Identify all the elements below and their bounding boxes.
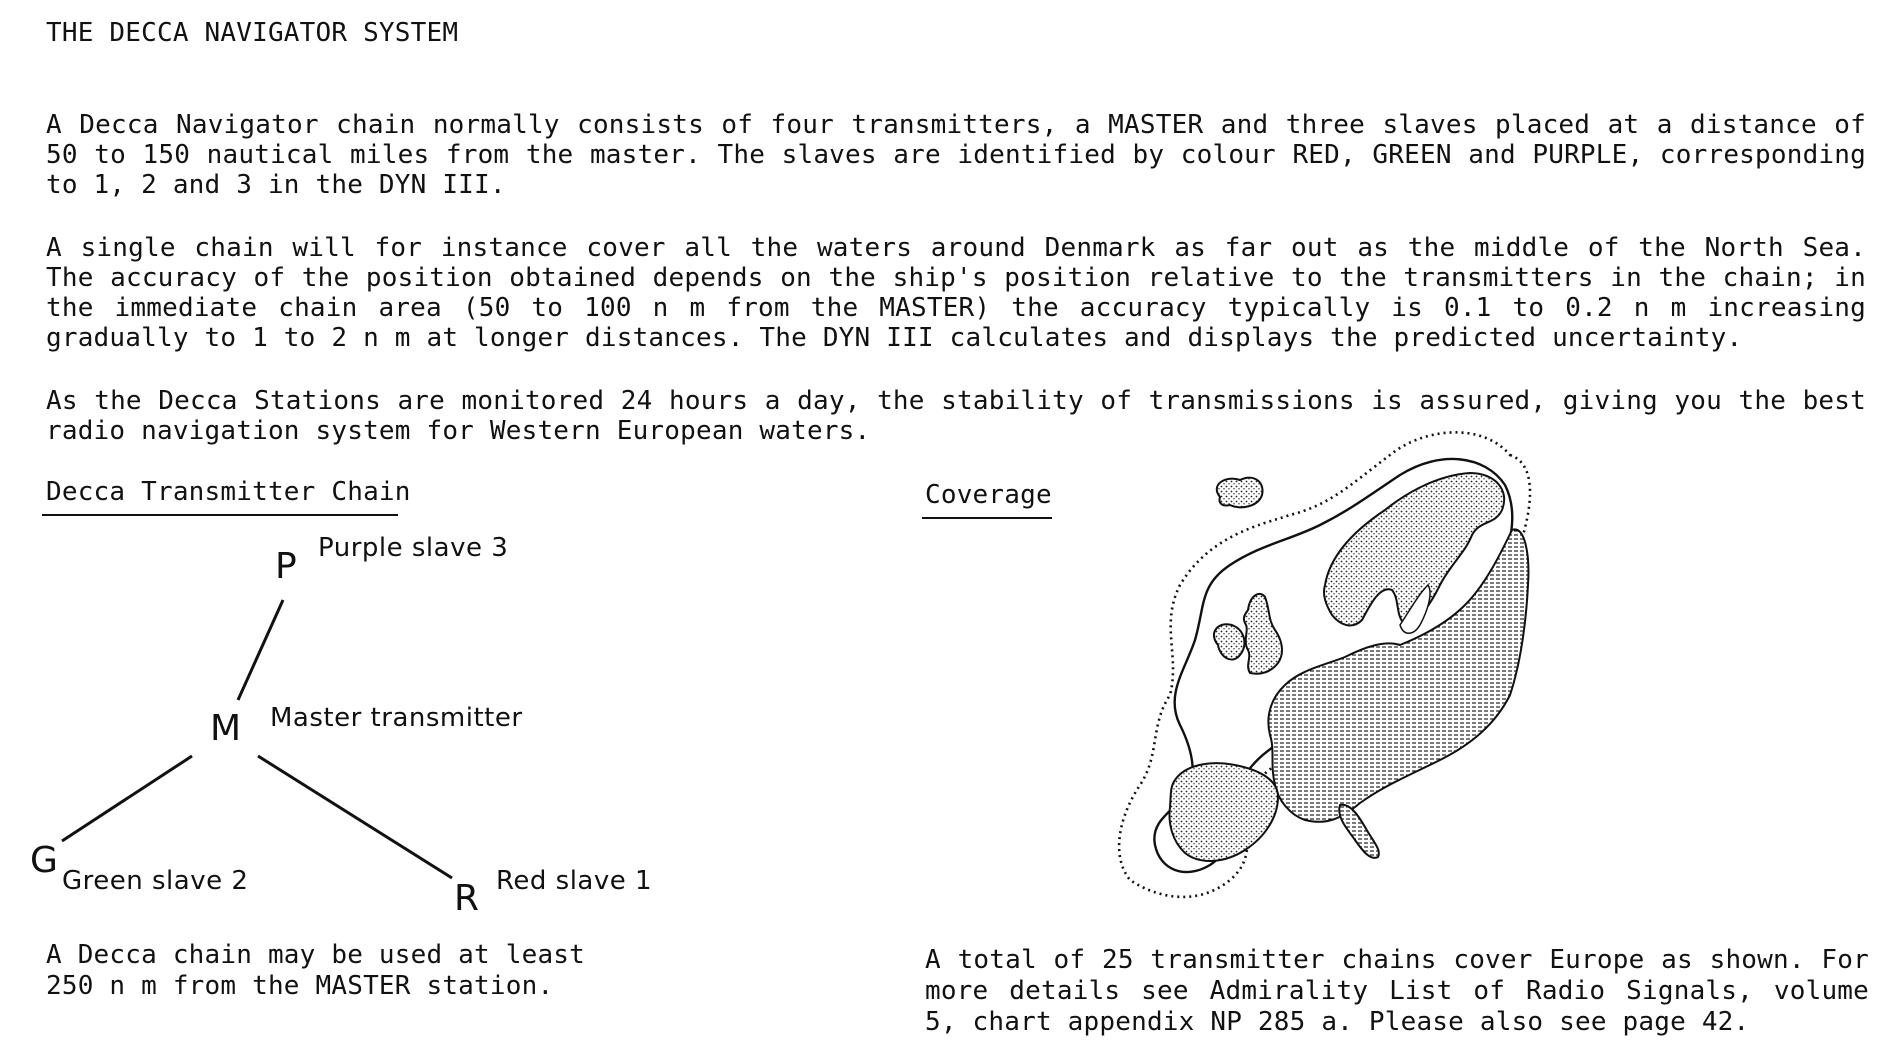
- master-purple-link: [238, 600, 283, 700]
- paragraph-chain-composition: A Decca Navigator chain normally consists of four transmitters, a MASTER and three slaves placed at a distance of 50 to 150 nautical miles from the master. The slaves are identified by colour RED, GREEN and PURPLE, corresponding to 1, 2 and 3 in the DYN III.: [46, 110, 1866, 200]
- coverage-chains-note: A total of 25 transmitter chains cover Europe as shown. For more details see Admirality List of Radio Signals, volume 5, chart appendix NP 285 a. Please also see page 42.: [925, 945, 1869, 1037]
- iceland-landmass: [1217, 478, 1263, 508]
- coverage-heading-underline: [922, 517, 1052, 519]
- italy-landmass: [1339, 805, 1379, 858]
- europe-coverage-map: [1100, 425, 1570, 925]
- red-node-label: Red slave 1: [496, 866, 653, 896]
- paragraph-accuracy: A single chain will for instance cover all the waters around Denmark as far out as the middle of the North Sea. The accuracy of the position obtained depends on the ship's position relative to the transmitters in the chain; in the immediate chain area (50 to 100 n m from the MASTER) the accuracy typically is 0.1 to 0.2 n m increasing gradually to 1 to 2 n m at longer distances. The DYN III calculates and displays the predicted uncertainty.: [46, 233, 1866, 353]
- coverage-section-heading: Coverage: [925, 480, 1052, 510]
- master-red-link: [258, 756, 452, 878]
- purple-node-letter: P: [275, 546, 297, 587]
- green-node-label: Green slave 2: [62, 866, 249, 896]
- purple-node-label: Purple slave 3: [318, 533, 509, 563]
- chain-section-heading: Decca Transmitter Chain: [46, 477, 411, 507]
- chain-range-note: A Decca chain may be used at least 250 n m from the MASTER station.: [46, 940, 586, 1001]
- master-node-label: Master transmitter: [270, 703, 523, 733]
- document-title: THE DECCA NAVIGATOR SYSTEM: [46, 18, 459, 48]
- green-node-letter: G: [30, 840, 58, 881]
- master-green-link: [62, 756, 192, 841]
- master-node-letter: M: [210, 708, 242, 749]
- paragraph-monitoring: As the Decca Stations are monitored 24 hours a day, the stability of transmissions is assured, giving you the best radio navigation system for Western European waters.: [46, 386, 1866, 446]
- iberia-landmass: [1170, 763, 1278, 861]
- great-britain-landmass: [1244, 594, 1282, 674]
- red-node-letter: R: [454, 878, 480, 919]
- ireland-landmass: [1214, 624, 1244, 659]
